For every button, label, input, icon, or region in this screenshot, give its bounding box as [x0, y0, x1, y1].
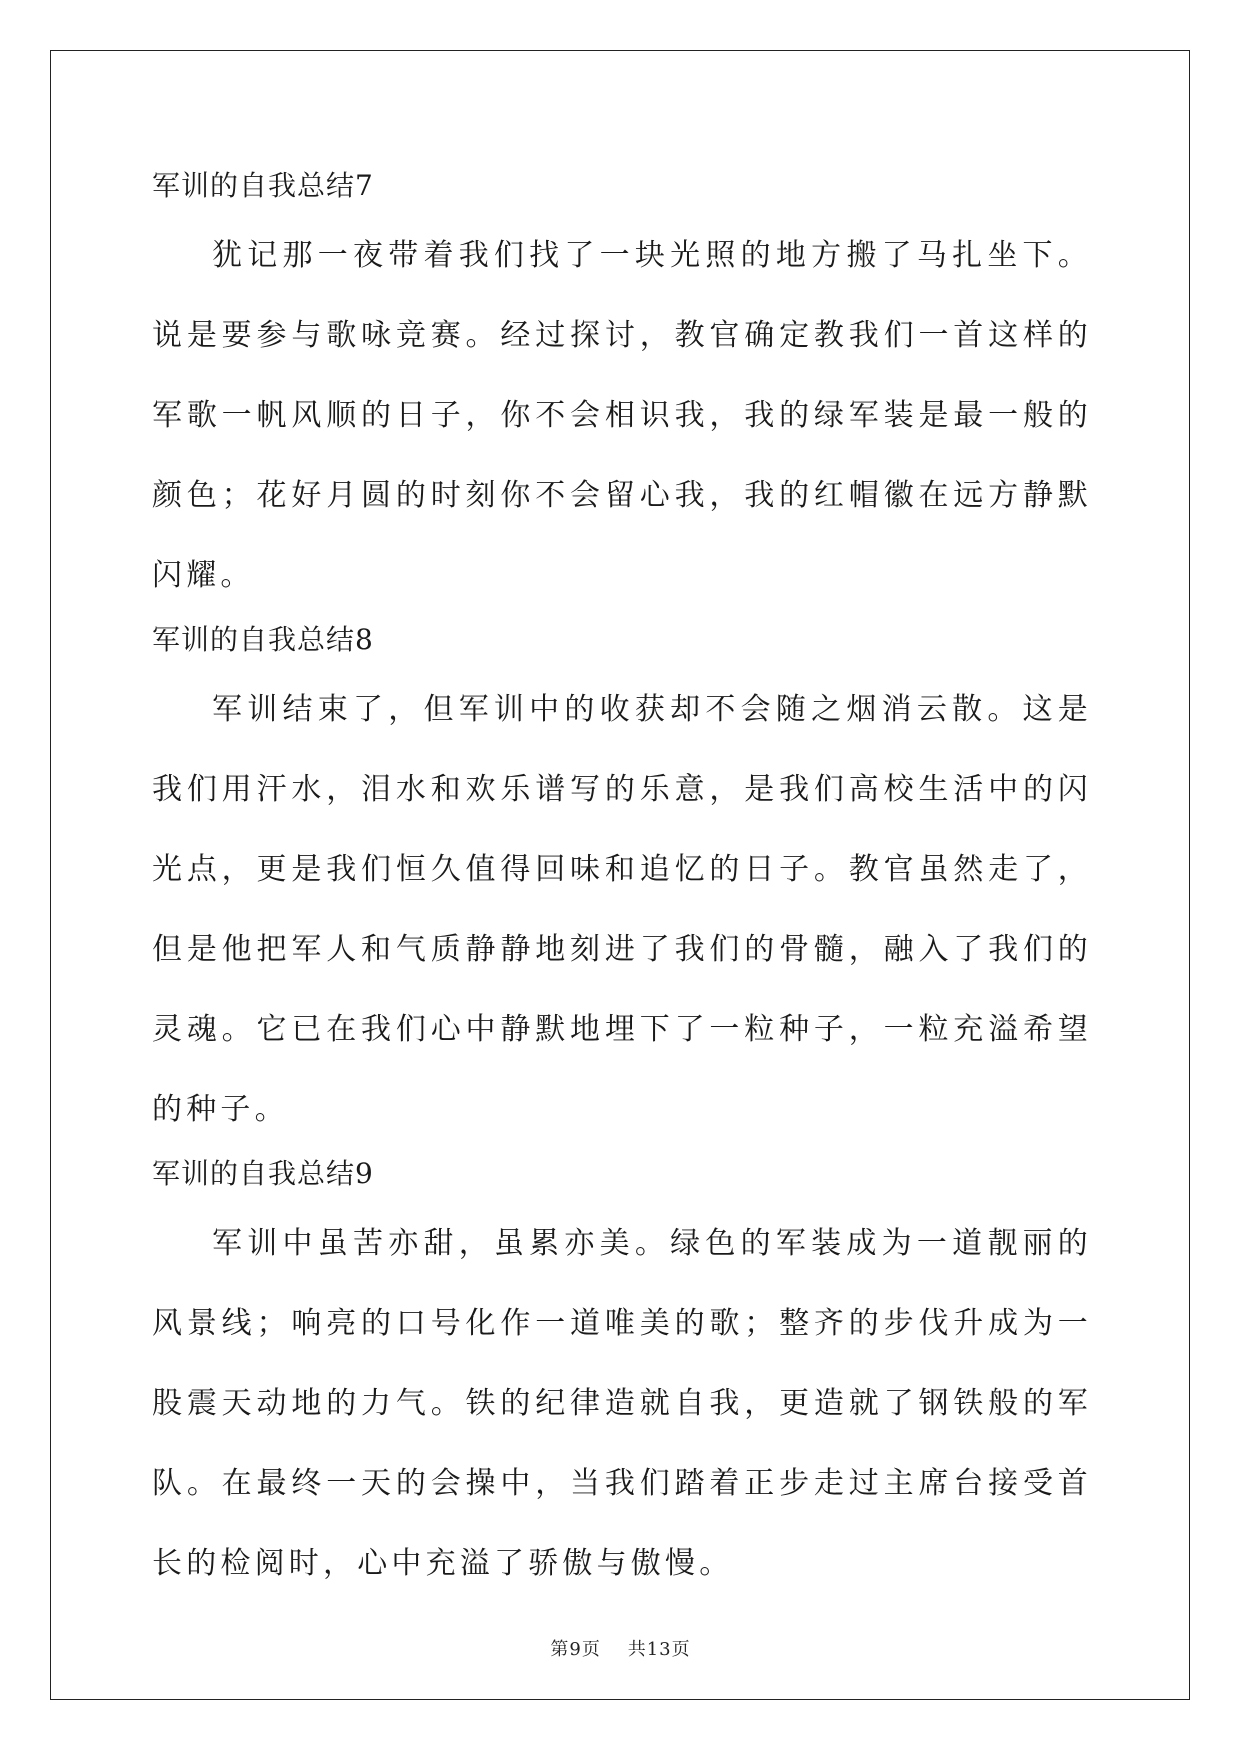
section-heading: 军训的自我总结8 [152, 623, 374, 656]
section-heading: 军训的自我总结9 [152, 1157, 374, 1190]
document-body [152, 158, 1092, 1600]
page-footer [0, 1635, 1241, 1661]
section-8 [152, 612, 1092, 1150]
section-paragraph: 军训中虽苦亦甜，虽累亦美。绿色的军装成为一道靓丽的风景线；响亮的口号化作一道唯美的歌；整齐的步伐升成为一股震天动地的力气。铁的纪律造就自我，更造就了钢铁般的军队。在最终一天的会操中，当我们踏着正步走过主席台接受首长的检阅时，心中充溢了骄傲与傲慢。 [152, 1226, 1092, 1581]
section-7 [152, 158, 1092, 616]
page-number: 第9页 [550, 1639, 601, 1660]
section-paragraph: 军训结束了，但军训中的收获却不会随之烟消云散。这是我们用汗水，泪水和欢乐谱写的乐意，是我们高校生活中的闪光点，更是我们恒久值得回味和追忆的日子。教官虽然走了，但是他把军人和气质静静地刻进了我们的骨髓，融入了我们的灵魂。它已在我们心中静默地埋下了一粒种子，一粒充溢希望的种子。 [152, 692, 1092, 1127]
section-9 [152, 1146, 1092, 1604]
section-heading: 军训的自我总结7 [152, 169, 374, 202]
page-total: 共13页 [627, 1639, 691, 1660]
section-paragraph: 犹记那一夜带着我们找了一块光照的地方搬了马扎坐下。说是要参与歌咏竞赛。经过探讨，教官确定教我们一首这样的军歌一帆风顺的日子，你不会相识我，我的绿军装是最一般的颜色；花好月圆的时刻你不会留心我，我的红帽徽在远方静默闪耀。 [152, 238, 1092, 593]
